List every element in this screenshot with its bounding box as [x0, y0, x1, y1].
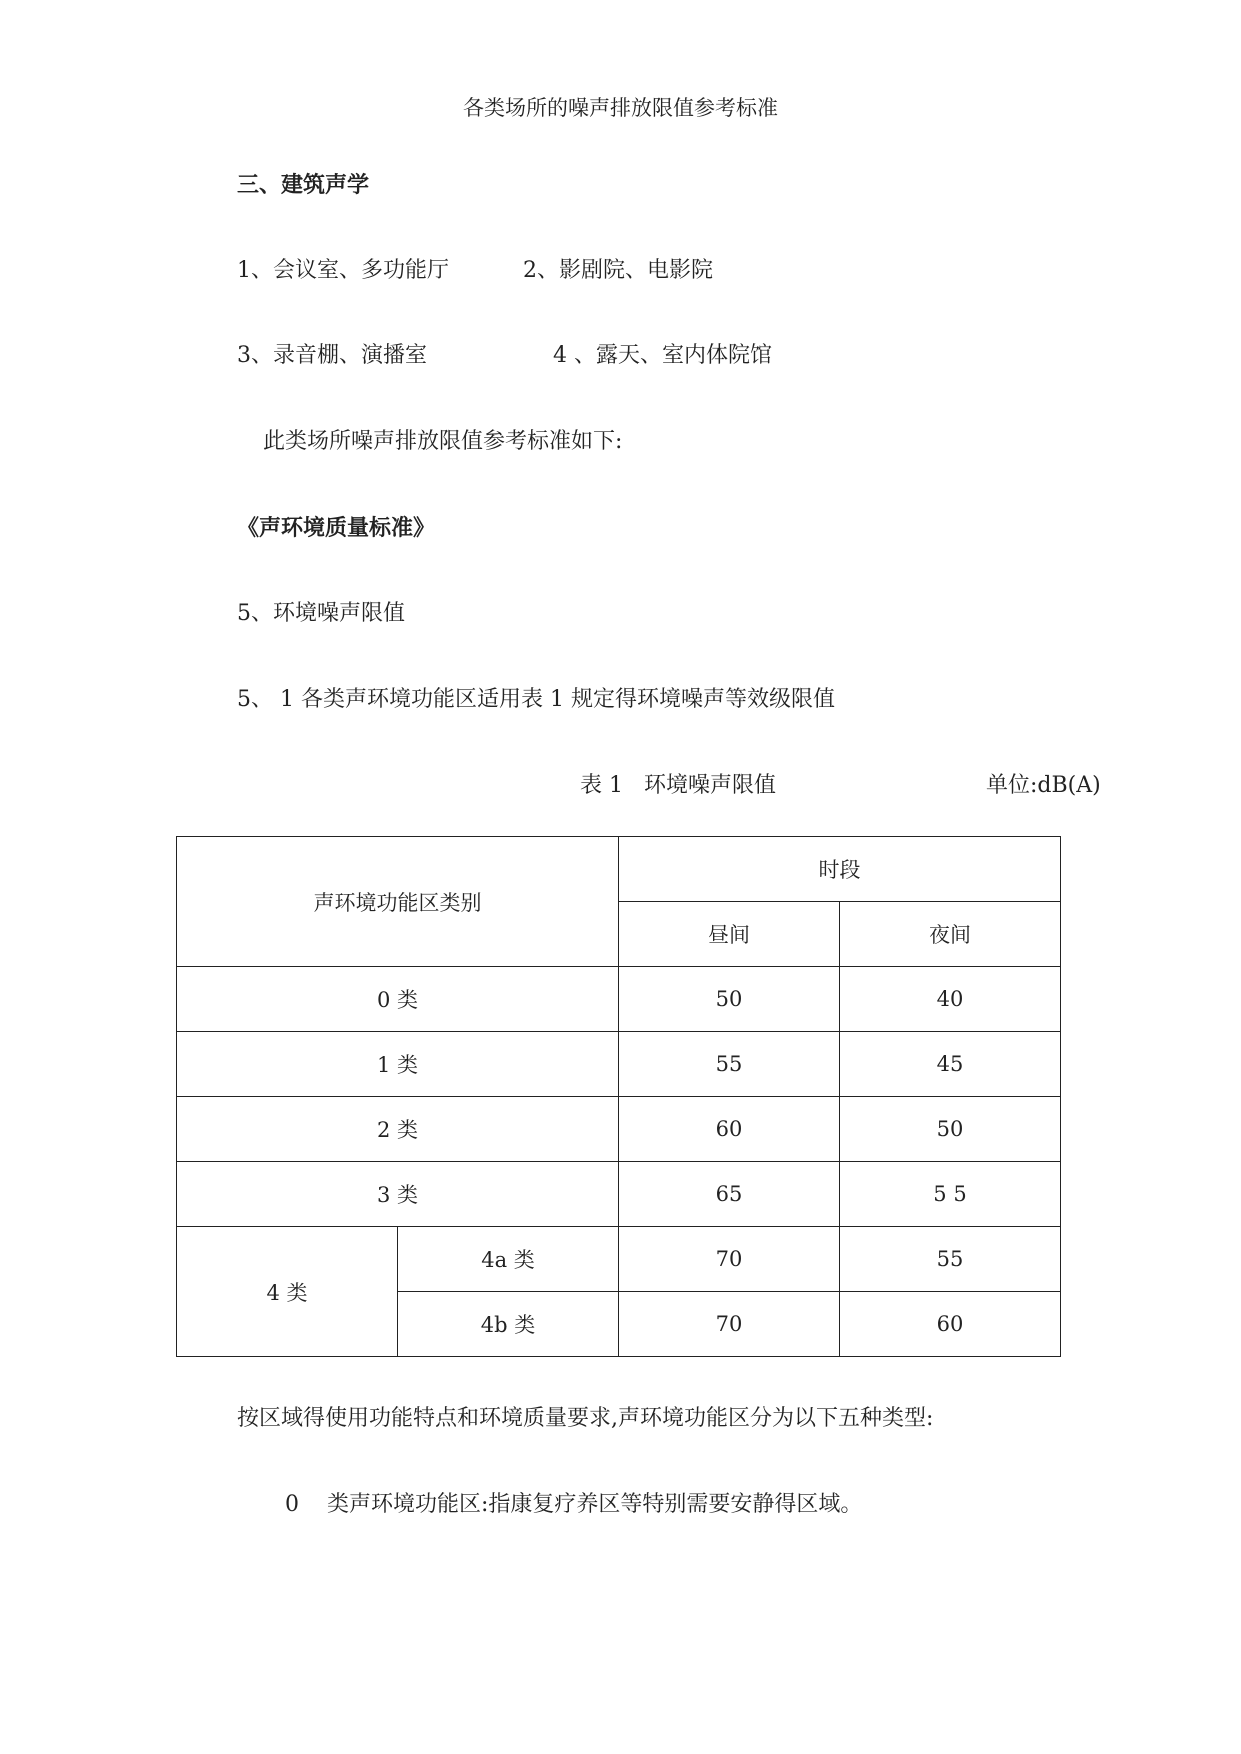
class-0-definition: 0 类声环境功能区:指康复疗养区等特别需要安静得区域。: [285, 1492, 863, 1517]
table-caption: 表 1 环境噪声限值: [580, 773, 776, 798]
venue-item-4: 4 、露天、室内体院馆: [553, 343, 772, 368]
table-row: [177, 1097, 1061, 1162]
classification-paragraph: 按区域得使用功能特点和环境质量要求,声环境功能区分为以下五种类型:: [237, 1406, 934, 1431]
category-cell: 0 类: [177, 967, 619, 1032]
day-value-cell: 55: [619, 1032, 840, 1097]
clause-5: 5、环境噪声限值: [237, 601, 405, 626]
night-value-cell: 45: [840, 1032, 1061, 1097]
night-value-cell: 5 5: [840, 1162, 1061, 1227]
night-value-cell: 60: [840, 1292, 1061, 1357]
page-title: 各类场所的噪声排放限值参考标准: [463, 96, 778, 120]
table-row: [177, 1162, 1061, 1227]
standard-title: 《声环境质量标准》: [237, 515, 436, 541]
table-row: [177, 967, 1061, 1032]
subcategory-cell: 4a 类: [398, 1227, 619, 1292]
night-value-cell: 50: [840, 1097, 1061, 1162]
section-heading: 三、建筑声学: [237, 172, 370, 198]
day-value-cell: 70: [619, 1292, 840, 1357]
day-value-cell: 65: [619, 1162, 840, 1227]
category-cell: 3 类: [177, 1162, 619, 1227]
day-value-cell: 70: [619, 1227, 840, 1292]
table-unit: 单位:dB(A): [986, 773, 1101, 798]
subcategory-cell: 4b 类: [398, 1292, 619, 1357]
night-value-cell: 40: [840, 967, 1061, 1032]
table-row: [177, 1227, 1061, 1292]
clause-5-1: 5、 1 各类声环境功能区适用表 1 规定得环境噪声等效级限值: [237, 687, 835, 712]
venue-item-3: 3、录音棚、演播室: [237, 343, 427, 368]
venue-item-1: 1、会议室、多功能厅: [237, 258, 449, 283]
header-category-cell: 声环境功能区类别: [177, 837, 619, 967]
day-value-cell: 50: [619, 967, 840, 1032]
intro-text: 此类场所噪声排放限值参考标准如下:: [263, 429, 623, 454]
header-night-cell: 夜间: [840, 902, 1061, 967]
night-value-cell: 55: [840, 1227, 1061, 1292]
day-value-cell: 60: [619, 1097, 840, 1162]
table-row: [177, 1032, 1061, 1097]
header-day-cell: 昼间: [619, 902, 840, 967]
table-header-row: [177, 837, 1061, 902]
venue-item-2: 2、影剧院、电影院: [523, 258, 713, 283]
category-cell: 1 类: [177, 1032, 619, 1097]
noise-limit-table: [176, 836, 1061, 1357]
header-period-cell: 时段: [619, 837, 1061, 902]
category-cell: 2 类: [177, 1097, 619, 1162]
class-4-cell: 4 类: [177, 1227, 398, 1357]
